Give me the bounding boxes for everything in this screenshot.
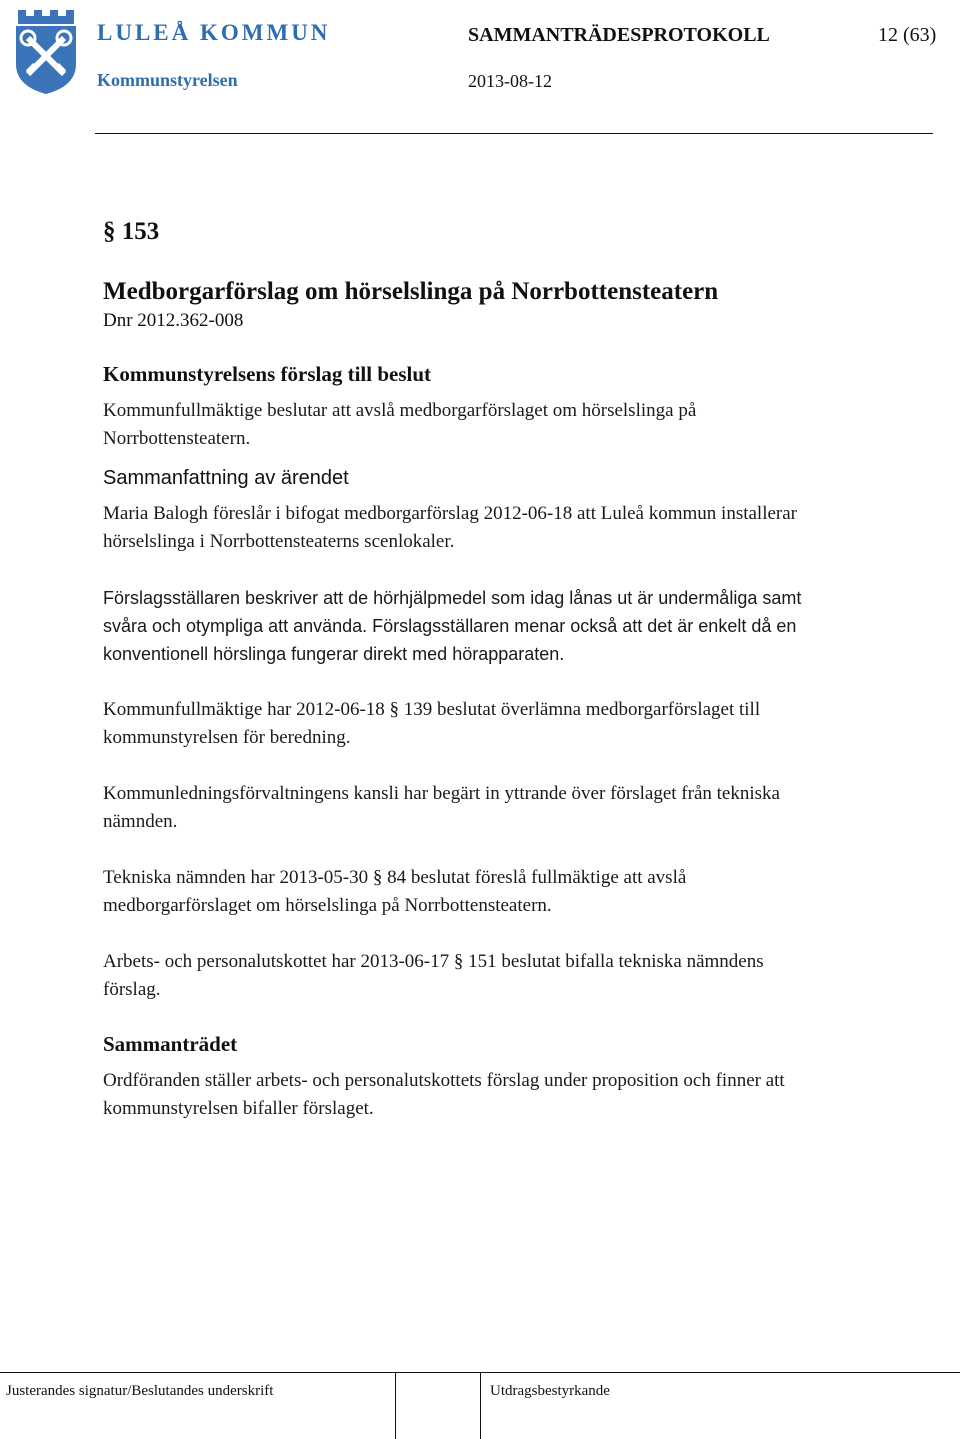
meeting-heading: Sammanträdet (103, 1032, 238, 1056)
page-number: 12 (63) (878, 24, 937, 46)
footer-separator (395, 1372, 396, 1439)
extract-label: Utdragsbestyrkande (490, 1383, 610, 1399)
organization-name: LULEÅ KOMMUN (97, 20, 331, 45)
meeting-text: Ordföranden ställer arbets- och personalutskottets förslag under proposition och finner att kommunstyrelsen bifaller förslaget. (103, 1070, 785, 1119)
header-divider (95, 133, 933, 134)
signature-label: Justerandes signatur/Beslutandes underskrift (6, 1383, 274, 1399)
committee-name: Kommunstyrelsen (97, 70, 238, 90)
document-type: SAMMANTRÄDESPROTOKOLL (468, 24, 770, 46)
summary-paragraph: Maria Balogh föreslår i bifogat medborgarförslag 2012-06-18 att Luleå kommun installerar hörselslinga i Norrbottensteaterns scenlokaler. (103, 503, 798, 552)
proposal-heading: Kommunstyrelsens förslag till beslut (103, 362, 432, 386)
summary-paragraph: Förslagsställaren beskriver att de hörhjälpmedel som idag lånas ut är undermåliga samt svåra och otympliga att använda. Förslagsställaren menar också att det är enkelt då en konventionell hörslinga fungerar direkt med hörapparaten. (103, 588, 802, 664)
summary-paragraph: Kommunledningsförvaltningens kansli har begärt in yttrande över förslaget från tekniska nämnden. (103, 783, 780, 832)
summary-paragraph: Kommunfullmäktige har 2012-06-18 § 139 beslutat överlämna medborgarförslaget till kommunstyrelsen för beredning. (103, 699, 761, 748)
document-body (103, 218, 823, 1151)
summary-heading: Sammanfattning av ärendet (103, 467, 349, 489)
summary-paragraph: Tekniska nämnden har 2013-05-30 § 84 beslutat föreslå fullmäktige att avslå medborgarförslaget om hörselslinga på Norrbottensteatern. (103, 867, 687, 916)
case-title: Medborgarförslag om hörselslinga på Norrbottensteatern (103, 278, 719, 305)
proposal-text: Kommunfullmäktige beslutar att avslå medborgarförslaget om hörselslinga på Norrbottensteatern. (103, 400, 697, 449)
footer-separator (480, 1372, 481, 1439)
summary-paragraph: Arbets- och personalutskottet har 2013-06-17 § 151 beslutat bifalla tekniska nämndens förslag. (103, 951, 764, 1000)
meeting-date: 2013-08-12 (468, 71, 552, 91)
paragraph-number: § 153 (103, 218, 160, 245)
coat-of-arms-icon (12, 4, 80, 96)
case-dnr: Dnr 2012.362-008 (103, 310, 244, 331)
